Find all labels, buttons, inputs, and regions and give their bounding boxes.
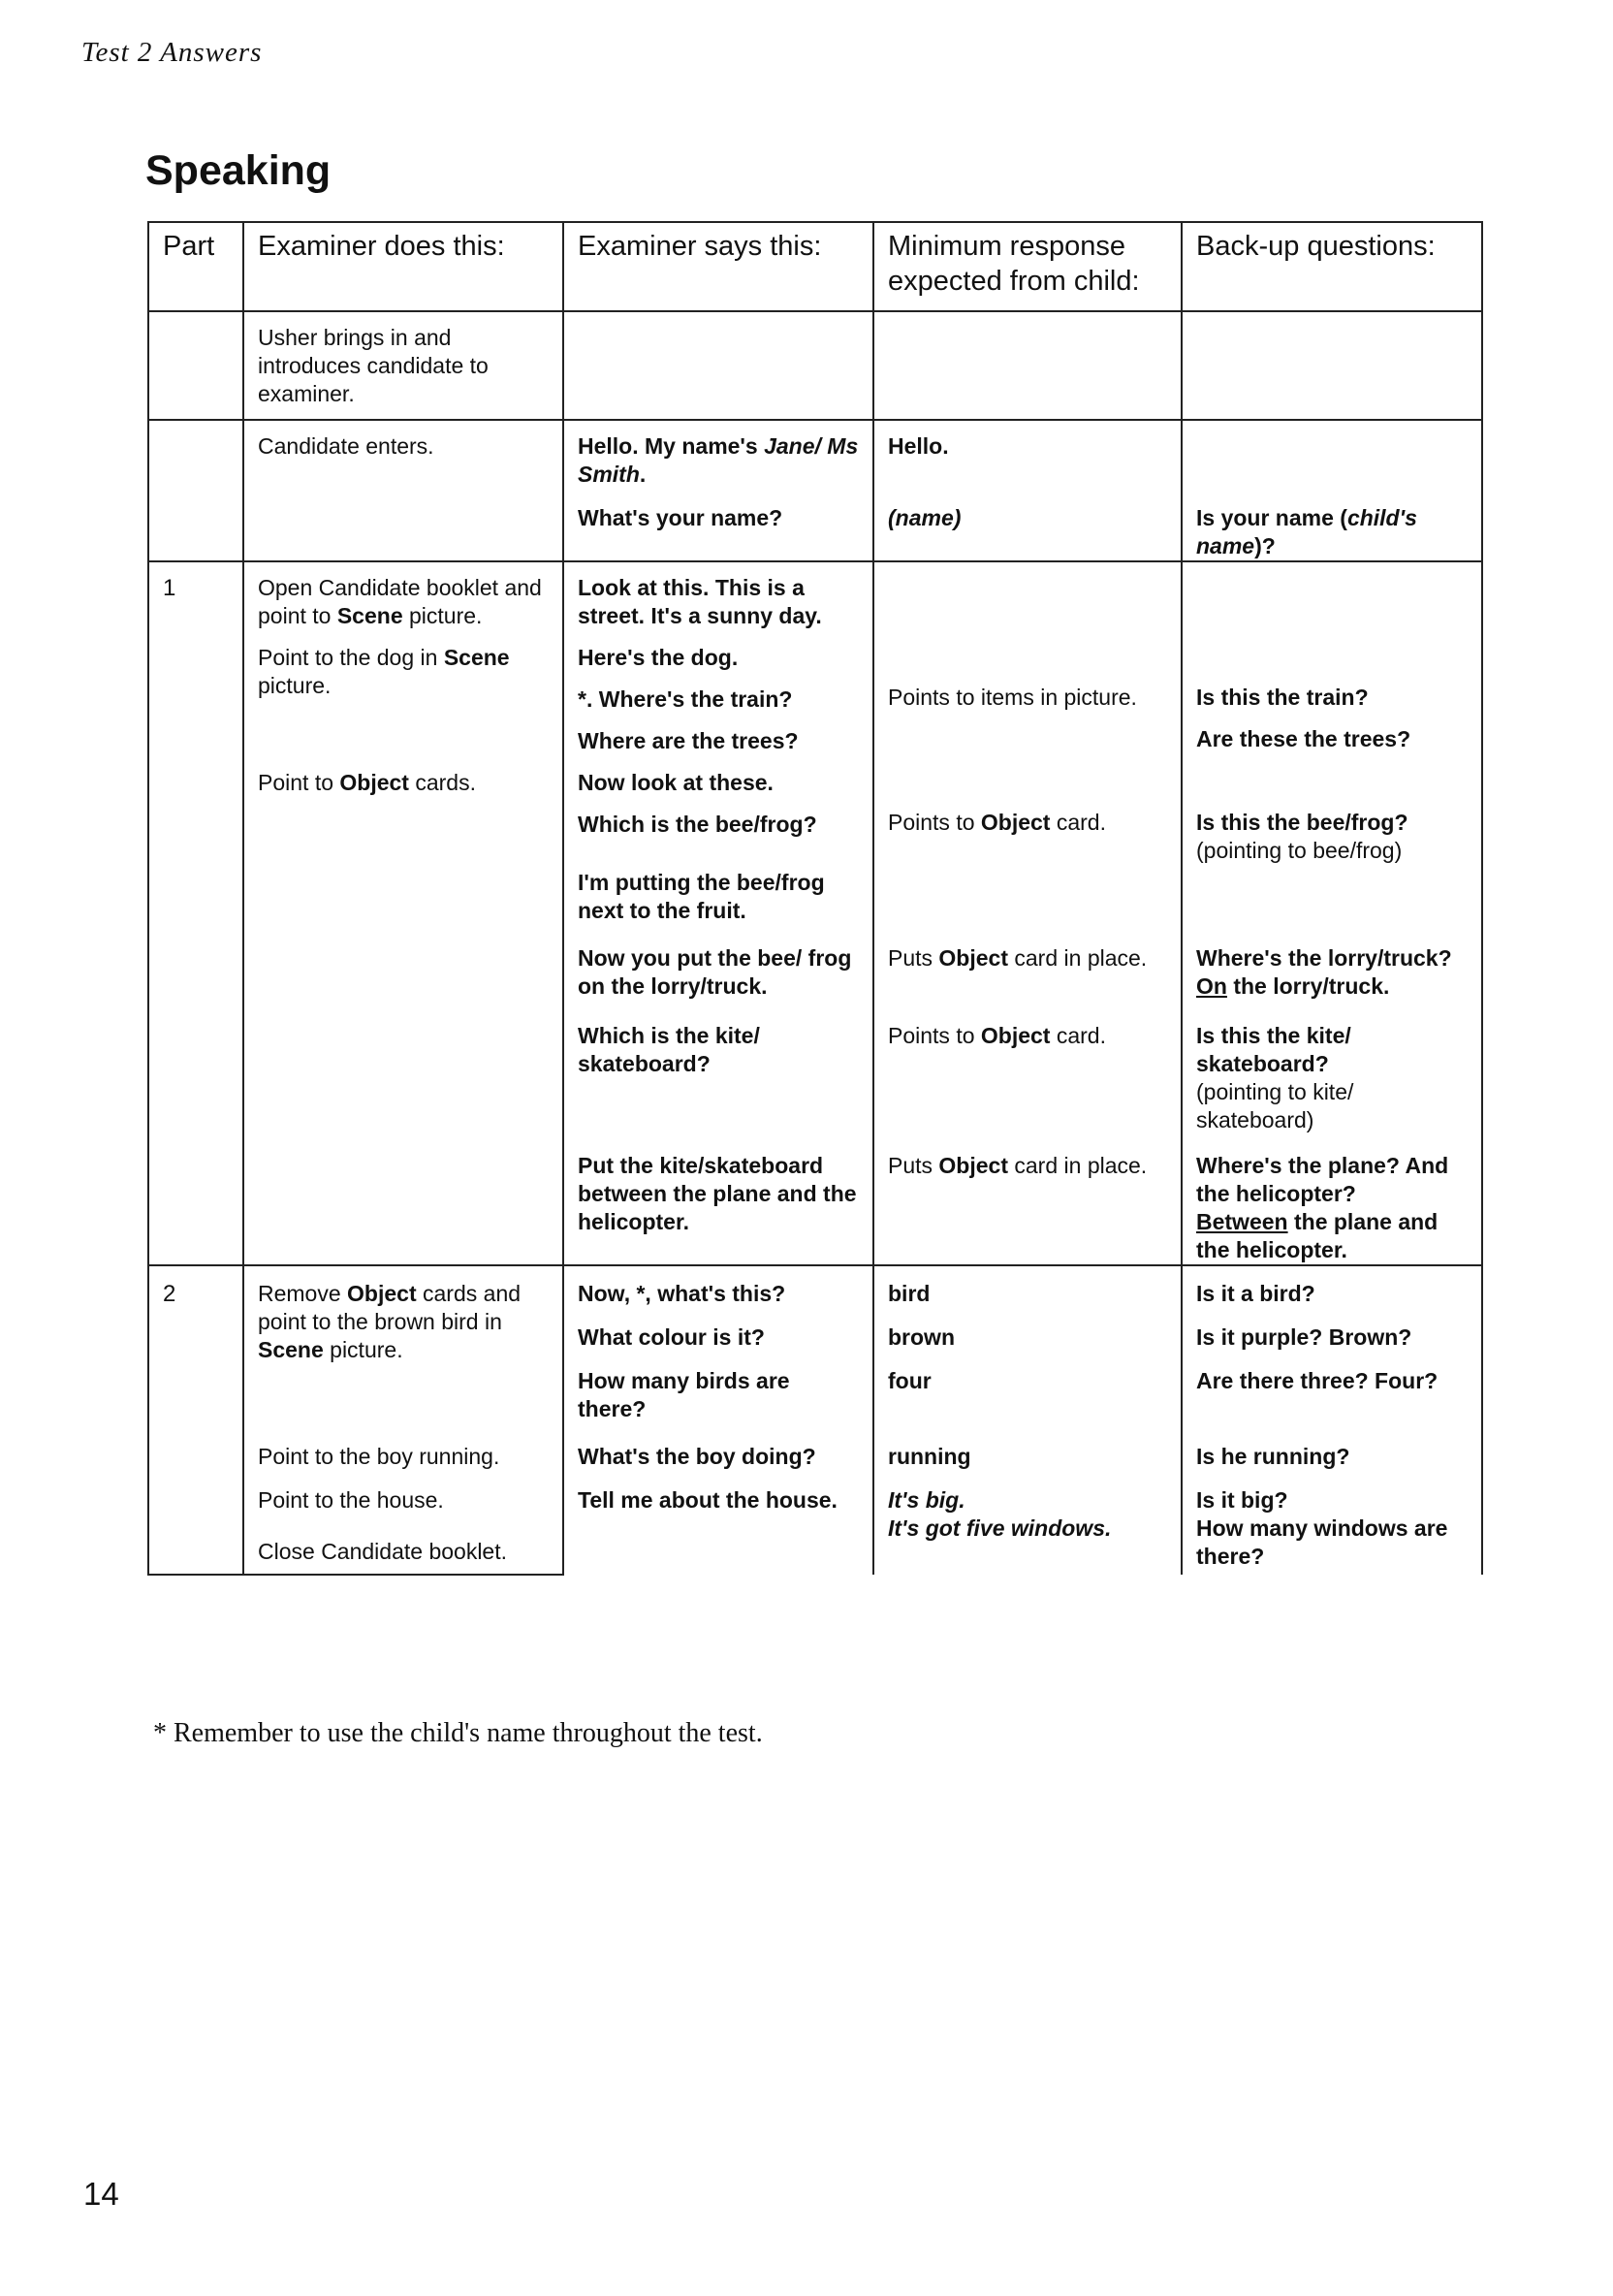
table-row [148, 1265, 1482, 1308]
table-row [148, 1471, 1482, 1515]
part-cell [148, 1471, 243, 1515]
backup-cell: Where's the plane? And the helicopter? Between the plane and the helicopter. [1182, 1134, 1482, 1265]
min-response-cell [873, 311, 1182, 420]
examiner-says-cell: What colour is it? [563, 1308, 873, 1352]
min-response-cell [873, 714, 1182, 755]
header-backup-questions: Back-up questions: [1182, 222, 1482, 311]
min-response-cell: Puts Object card in place. [873, 925, 1182, 1001]
examiner-says-cell: Now, *, what's this? [563, 1265, 873, 1308]
table-row [148, 865, 1482, 925]
min-response-cell: Hello. [873, 420, 1182, 489]
part-cell [148, 1308, 243, 1352]
examiner-does-cell: Point to the boy running. [243, 1423, 563, 1471]
part-cell [148, 925, 243, 1001]
examiner-says-cell: How many birds are there? [563, 1352, 873, 1423]
examiner-says-cell: I'm putting the bee/frog next to the fruit. [563, 865, 873, 925]
backup-cell: Is this the bee/frog? (pointing to bee/frog) [1182, 797, 1482, 865]
examiner-does-cell [243, 1001, 563, 1134]
min-response-cell: Points to Object card. [873, 797, 1182, 865]
examiner-says-cell: Put the kite/skateboard between the plane and the helicopter. [563, 1134, 873, 1265]
table-row [148, 311, 1482, 420]
examiner-does-cell: Usher brings in and introduces candidate to examiner. [243, 311, 563, 420]
table-row [148, 797, 1482, 865]
backup-cell [1182, 630, 1482, 672]
part-cell [148, 1352, 243, 1423]
part-cell [148, 311, 243, 420]
examiner-says-cell: Where are the trees? [563, 714, 873, 755]
examiner-says-cell: Which is the kite/ skateboard? [563, 1001, 873, 1134]
table-row [148, 1001, 1482, 1134]
part-number: 1 [148, 561, 243, 630]
backup-cell: Is it big? How many windows are there? [1182, 1471, 1482, 1575]
min-response-cell [873, 561, 1182, 630]
table-row [148, 420, 1482, 489]
header-minimum-response: Minimum response expected from child: [873, 222, 1182, 311]
footnote: * Remember to use the child's name throughout the test. [153, 1718, 763, 1748]
examiner-does-cell: Point to the house. [243, 1471, 563, 1515]
examiner-does-cell [243, 865, 563, 925]
examiner-does-cell: Point to Object cards. [243, 755, 563, 797]
backup-cell [1182, 420, 1482, 489]
examiner-says-cell: Here's the dog. [563, 630, 873, 672]
table-row [148, 755, 1482, 797]
backup-cell: Is he running? [1182, 1423, 1482, 1471]
table-row [148, 630, 1482, 672]
min-response-cell: bird [873, 1265, 1182, 1308]
min-response-cell: It's big. It's got five windows. [873, 1471, 1182, 1575]
examiner-does-cell: Point to the dog in Scene picture. [243, 630, 563, 714]
min-response-cell [873, 865, 1182, 925]
backup-cell: Is it a bird? [1182, 1265, 1482, 1308]
examiner-does-cell [243, 925, 563, 1001]
part-cell [148, 865, 243, 925]
min-response-cell: Points to Object card. [873, 1001, 1182, 1134]
backup-cell: Is your name (child's name)? [1182, 489, 1482, 561]
header-examiner-says: Examiner says this: [563, 222, 873, 311]
table-row [148, 714, 1482, 755]
examiner-says-cell [563, 311, 873, 420]
min-response-cell: (name) [873, 489, 1182, 561]
part-cell [148, 755, 243, 797]
table-row [148, 1423, 1482, 1471]
min-response-cell: running [873, 1423, 1182, 1471]
examiner-says-cell: Which is the bee/frog? [563, 797, 873, 865]
min-response-cell [873, 755, 1182, 797]
part-cell [148, 489, 243, 561]
backup-cell: Where's the lorry/truck? On the lorry/truck. [1182, 925, 1482, 1001]
part-cell [148, 1423, 243, 1471]
examiner-does-cell [243, 1134, 563, 1265]
examiner-says-cell: What's the boy doing? [563, 1423, 873, 1471]
table-row [148, 561, 1482, 630]
part-cell [148, 1134, 243, 1265]
examiner-says-cell: *. Where's the train? [563, 672, 873, 714]
min-response-cell: brown [873, 1308, 1182, 1352]
backup-cell: Is this the train? [1182, 672, 1482, 714]
examiner-does-cell: Open Candidate booklet and point to Scene picture. [243, 561, 563, 630]
table-row [148, 925, 1482, 1001]
backup-cell: Are there three? Four? [1182, 1352, 1482, 1423]
backup-cell [1182, 561, 1482, 630]
part-cell [148, 672, 243, 714]
examiner-says-cell: Now look at these. [563, 755, 873, 797]
examiner-says-cell: Now you put the bee/ frog on the lorry/truck. [563, 925, 873, 1001]
part-number: 2 [148, 1265, 243, 1308]
examiner-says-cell: Tell me about the house. [563, 1471, 873, 1575]
examiner-does-cell [243, 489, 563, 561]
backup-cell: Are these the trees? [1182, 714, 1482, 755]
min-response-cell: four [873, 1352, 1182, 1423]
min-response-cell: Points to items in picture. [873, 672, 1182, 714]
table-row [148, 489, 1482, 561]
table-row [148, 1134, 1482, 1265]
min-response-cell [873, 630, 1182, 672]
part-cell [148, 1515, 243, 1575]
backup-cell [1182, 755, 1482, 797]
backup-cell [1182, 311, 1482, 420]
part-cell [148, 797, 243, 865]
examiner-says-cell: What's your name? [563, 489, 873, 561]
running-head: Test 2 Answers [81, 37, 263, 68]
min-response-cell: Puts Object card in place. [873, 1134, 1182, 1265]
section-title: Speaking [145, 147, 332, 194]
header-examiner-does: Examiner does this: [243, 222, 563, 311]
backup-cell: Is this the kite/ skateboard? (pointing to kite/ skateboard) [1182, 1001, 1482, 1134]
part-cell [148, 1001, 243, 1134]
backup-cell [1182, 865, 1482, 925]
table-header-row [148, 222, 1482, 311]
part-cell [148, 630, 243, 672]
examiner-says-cell: Look at this. This is a street. It's a sunny day. [563, 561, 873, 630]
examiner-does-cell: Remove Object cards and point to the brown bird in Scene picture. [243, 1265, 563, 1423]
part-cell [148, 420, 243, 489]
part-cell [148, 714, 243, 755]
examiner-does-cell: Close Candidate booklet. [243, 1515, 563, 1575]
examiner-does-cell: Candidate enters. [243, 420, 563, 489]
examiner-says-cell: Hello. My name's Jane/ Ms Smith. [563, 420, 873, 489]
speaking-table [147, 221, 1483, 1576]
examiner-does-cell [243, 714, 563, 755]
header-part: Part [148, 222, 243, 311]
page-number: 14 [83, 2176, 119, 2212]
backup-cell: Is it purple? Brown? [1182, 1308, 1482, 1352]
examiner-does-cell [243, 797, 563, 865]
